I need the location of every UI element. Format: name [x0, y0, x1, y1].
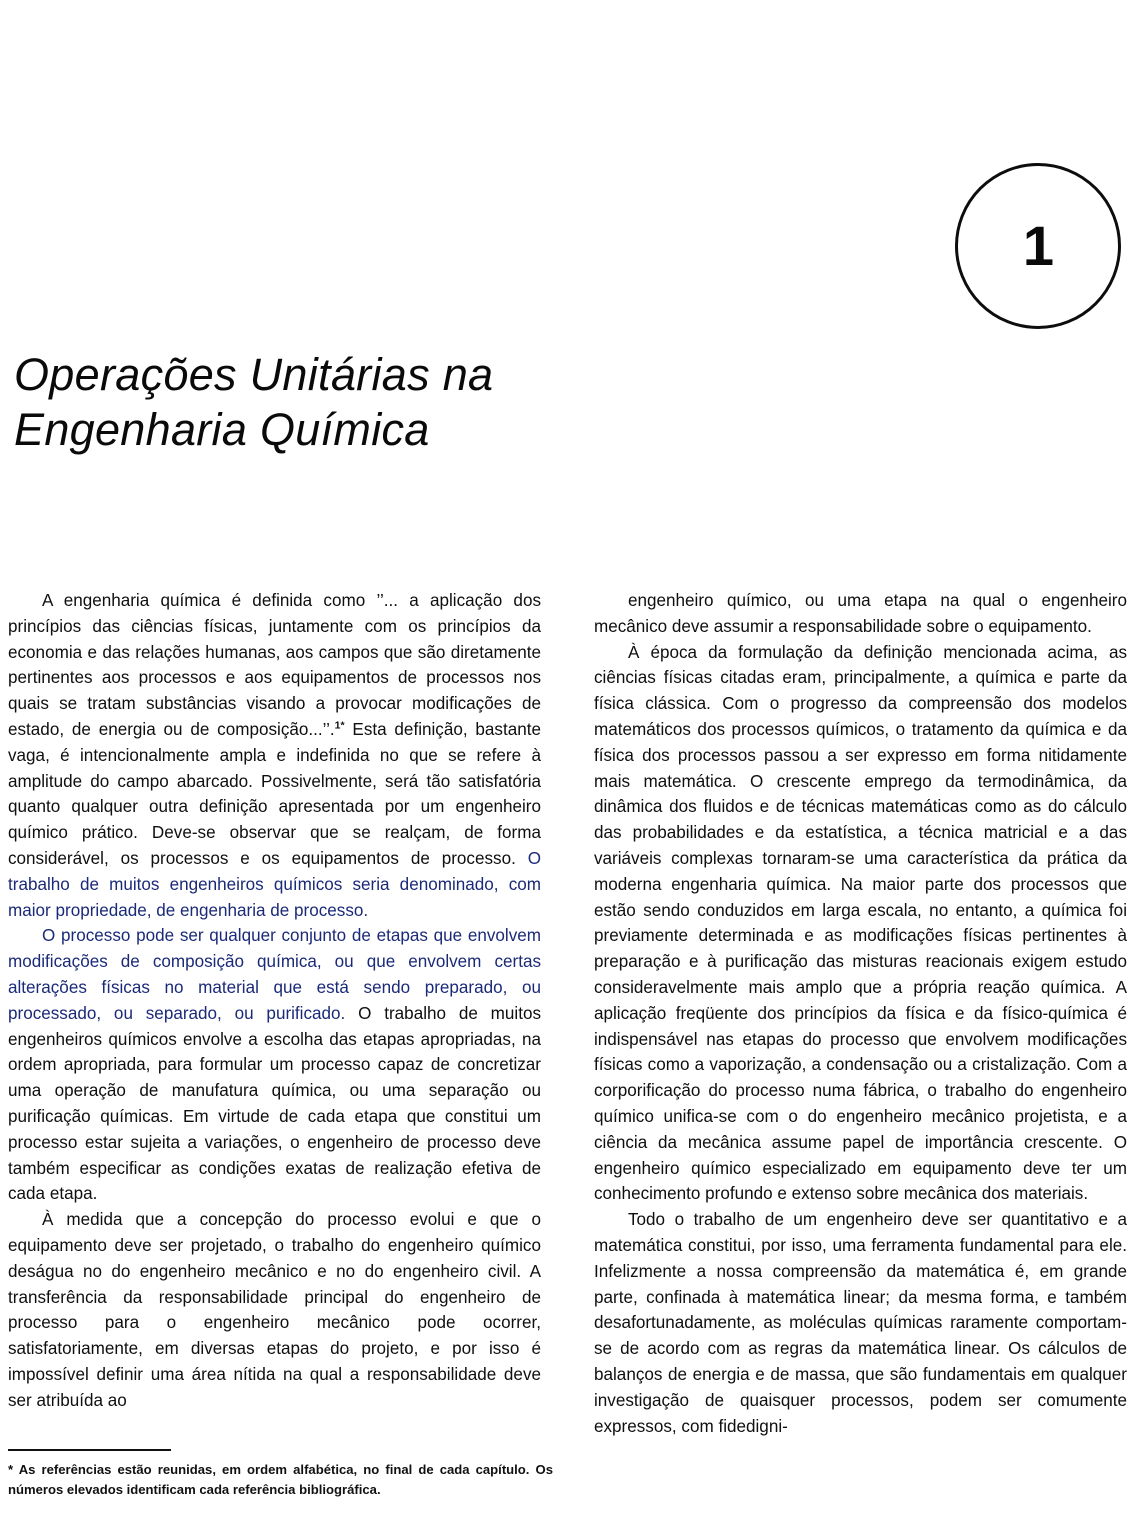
paragraph-quantitative-work: Todo o trabalho de um engenheiro deve ser quantitativo e a matemática constitui, por isso, uma ferramenta fundamental para ele. Infelizmente a nossa compreensão da matemática é, em grande parte, confinada à matemática linear; da mesma forma, e também desafortunadamente, as moléculas químicas raramente comportam-se de acordo com as regras da matemática linear. Os cálculos de balanços de energia e de massa, que são fundamentais em qualquer investigação de quaisquer processos, podem ser comumente expressos, com fidedigni-	[594, 1210, 1127, 1436]
footnote-divider	[8, 1449, 171, 1451]
paragraph-responsibility-continuation: engenheiro químico, ou uma etapa na qual o engenheiro mecânico deve assumir a responsabilidade sobre o equipamento.	[594, 591, 1127, 636]
paragraph-responsibility: À medida que a concepção do processo evolui e que o equipamento deve ser projetado, o trabalho do engenheiro químico deságua no do engenheiro mecânico e no do engenheiro civil. A transferência da responsabilidade principal do engenheiro de processo para o engenheiro mecânico pode ocorrer, satisfatoriamente, em diversas etapas do projeto, e por isso é impossível definir uma área nítida na qual a responsabilidade deve ser atribuída ao	[8, 1210, 541, 1410]
paragraph-process-definition	[8, 923, 541, 1207]
definition-commentary-text: Esta definição, bastante vaga, é intencionalmente ampla e indefinida no que se refere à amplitude do campo abarcado. Possivelmente, será tão satisfatória quanto qualquer outra definição apresentada por um engenheiro químico prático. Deve-se observar que se realçam, de forma considerável, os processos e os equipamentos de processo.	[8, 719, 541, 868]
footnote-marker: *	[8, 1462, 14, 1477]
paragraph-definition	[8, 588, 541, 923]
chapter-title-line-2: Engenharia Química	[14, 404, 430, 456]
definition-quote-text: A engenharia química é definida como ’’... a aplicação dos princípios das ciências físicas, juntamente com os princípios da economia e das relações humanas, aos campos que são diretamente pertinentes aos processos e aos equipamentos de processos nos quais se tratam substâncias visando a provocar modificações de estado, de energia ou de composição...’’.	[8, 591, 541, 739]
right-column	[594, 588, 1127, 1439]
chapter-number-badge	[955, 163, 1121, 329]
page-title	[14, 348, 774, 458]
footnote-body: As referências estão reunidas, em ordem alfabética, no final de cada capítulo. Os números elevados identificam cada referência bibliográfica.	[8, 1462, 553, 1497]
highlighted-text-process-engineering: O trabalho de muitos engenheiros químicos seria denominado, com maior propriedade, de engenharia de processo.	[8, 848, 541, 920]
footnote-reference-marker: 1*	[334, 719, 345, 732]
chapter-title-line-1: Operações Unitárias na	[14, 349, 494, 401]
body-columns	[8, 588, 1127, 1436]
paragraph-physical-sciences: À época da formulação da definição mencionada acima, as ciências físicas citadas eram, principalmente, a química e parte da física clássica. Com o progresso da compreensão dos modelos matemáticos dos processos químicos, o tratamento da química e da física dos processos passou a ser expresso em forma nitidamente mais matemática. O crescente emprego da termodinâmica, da dinâmica dos fluidos e de técnicas matemáticas como as do cálculo das probabilidades e da estatística, a técnica matricial e a das variáveis complexas tornaram-se uma característica da prática da moderna engenharia química. Na maior parte dos processos que estão sendo conduzidos em larga escala, no entanto, a química foi previamente determinada e as modificações físicas pertinentes à preparação e à purificação das misturas reacionais exigem estudo consideravelmente mais amplo que a própria reação química. A aplicação freqüente dos princípios da física e da físico-química é indispensável nas etapas do processo que envolvem modificações físicas como a vaporização, a condensação ou a cristalização. Com a corporificação do processo numa fábrica, o trabalho do engenheiro químico unifica-se com o do engenheiro mecânico projetista, e a ciência da mecânica assume papel de importância crescente. O engenheiro químico especializado em equipamento deve ter um conhecimento profundo e extenso sobre mecânica dos materiais.	[594, 642, 1127, 1204]
process-definition-rest-text: O trabalho de muitos engenheiros químicos envolve a escolha das etapas apropriadas, na ordem apropriada, para formular um processo capaz de concretizar uma operação de manufatura química, ou uma separação ou purificação químicas. Em virtude de cada etapa que constitui um processo estar sujeita a variações, o engenheiro de processo deve também especificar as condições exatas de realização efetiva de cada etapa.	[8, 1003, 541, 1204]
footnote	[8, 1449, 553, 1499]
chapter-number: 1	[1022, 214, 1054, 277]
left-column	[8, 588, 541, 1414]
highlighted-text-process-steps: O processo pode ser qualquer conjunto de etapas que envolvem modificações de composição química, ou que envolvem certas alterações físicas no material que está sendo preparado, ou processado, ou separado, ou purificado.	[8, 926, 541, 1023]
footnote-text	[8, 1460, 553, 1499]
